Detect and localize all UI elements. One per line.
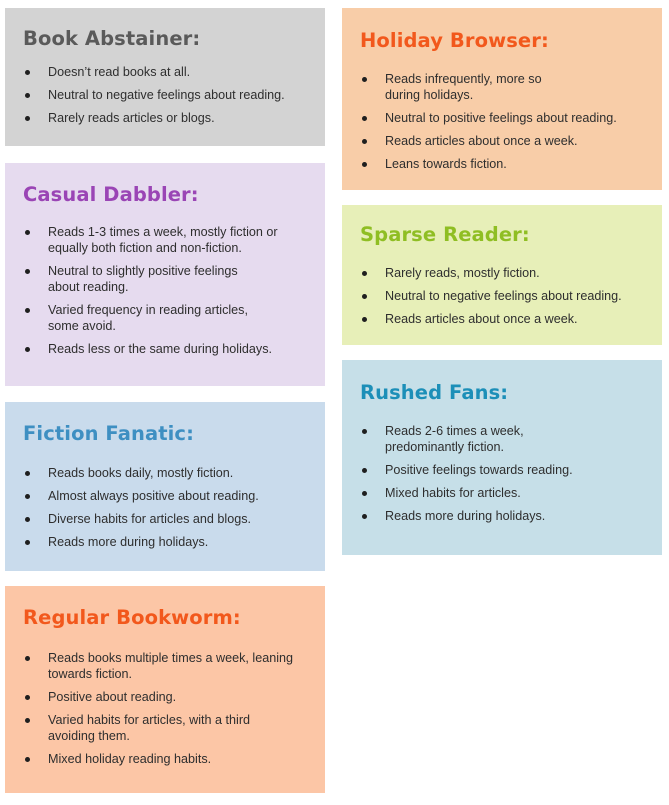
trait-item bbox=[23, 751, 309, 767]
trait-text: Positive feelings towards reading. bbox=[385, 463, 573, 477]
card-title: Rushed Fans: bbox=[360, 381, 509, 404]
trait-list bbox=[360, 71, 646, 172]
trait-text: Mixed holiday reading habits. bbox=[48, 752, 212, 766]
trait-list bbox=[23, 64, 309, 126]
trait-text: Reads infrequently, more so bbox=[385, 72, 542, 86]
trait-text: Mixed habits for articles. bbox=[385, 486, 521, 500]
trait-item bbox=[360, 311, 646, 327]
card-title: Sparse Reader: bbox=[360, 223, 530, 246]
trait-text: Reads less or the same during holidays. bbox=[48, 342, 273, 356]
card-title: Regular Bookworm: bbox=[23, 606, 241, 629]
trait-text: towards fiction. bbox=[48, 667, 132, 681]
card-holiday-browser bbox=[342, 8, 662, 190]
trait-text: Neutral to negative feelings about reading. bbox=[385, 289, 622, 303]
trait-text: Reads articles about once a week. bbox=[385, 134, 578, 148]
trait-text: Reads books multiple times a week, leaning bbox=[48, 651, 294, 665]
trait-text: Neutral to positive feelings about reading. bbox=[385, 111, 617, 125]
trait-item bbox=[360, 423, 646, 455]
trait-item bbox=[360, 71, 646, 103]
trait-text: Neutral to negative feelings about reading. bbox=[48, 88, 285, 102]
trait-text: Reads articles about once a week. bbox=[385, 312, 578, 326]
trait-item bbox=[360, 462, 646, 478]
card-rushed-fans bbox=[342, 360, 662, 555]
trait-text: during holidays. bbox=[385, 88, 474, 102]
trait-text: Positive about reading. bbox=[48, 690, 177, 704]
trait-text: Reads 1-3 times a week, mostly fiction or bbox=[48, 225, 278, 239]
card-fiction-fanatic bbox=[5, 402, 325, 571]
card-regular-bookworm bbox=[5, 586, 325, 793]
trait-item bbox=[360, 156, 646, 172]
trait-item bbox=[23, 302, 309, 334]
trait-text: Diverse habits for articles and blogs. bbox=[48, 512, 251, 526]
trait-text: Reads 2-6 times a week, bbox=[385, 424, 524, 438]
trait-text: some avoid. bbox=[48, 319, 116, 333]
trait-list bbox=[23, 650, 309, 767]
trait-text: Rarely reads, mostly fiction. bbox=[385, 266, 540, 280]
trait-text: equally both fiction and non-fiction. bbox=[48, 241, 242, 255]
trait-item bbox=[360, 265, 646, 281]
trait-item bbox=[360, 485, 646, 501]
trait-item bbox=[23, 224, 309, 256]
trait-item bbox=[23, 488, 309, 504]
trait-item bbox=[360, 288, 646, 304]
trait-text: Leans towards fiction. bbox=[385, 157, 507, 171]
trait-item bbox=[23, 341, 309, 357]
trait-item bbox=[23, 465, 309, 481]
trait-list bbox=[360, 423, 646, 524]
trait-item bbox=[23, 534, 309, 550]
trait-item bbox=[360, 508, 646, 524]
trait-list bbox=[23, 224, 309, 357]
trait-text: Almost always positive about reading. bbox=[48, 489, 259, 503]
trait-list bbox=[23, 465, 309, 550]
trait-text: about reading. bbox=[48, 280, 129, 294]
trait-text: Reads books daily, mostly fiction. bbox=[48, 466, 234, 480]
trait-text: predominantly fiction. bbox=[385, 440, 505, 454]
trait-text: Varied frequency in reading articles, bbox=[48, 303, 248, 317]
trait-item bbox=[23, 511, 309, 527]
card-title: Fiction Fanatic: bbox=[23, 422, 194, 445]
trait-item bbox=[23, 263, 309, 295]
card-title: Casual Dabbler: bbox=[23, 183, 199, 206]
trait-text: Rarely reads articles or blogs. bbox=[48, 111, 215, 125]
trait-item bbox=[23, 712, 309, 744]
trait-item bbox=[360, 110, 646, 126]
card-title: Book Abstainer: bbox=[23, 27, 201, 50]
trait-list bbox=[360, 265, 646, 327]
trait-item bbox=[360, 133, 646, 149]
card-casual-dabbler bbox=[5, 163, 325, 386]
trait-text: avoiding them. bbox=[48, 729, 130, 743]
trait-text: Neutral to slightly positive feelings bbox=[48, 264, 238, 278]
trait-text: Varied habits for articles, with a third bbox=[48, 713, 251, 727]
trait-text: Doesn’t read books at all. bbox=[48, 65, 191, 79]
trait-item bbox=[23, 650, 309, 682]
card-sparse-reader bbox=[342, 205, 662, 345]
trait-item bbox=[23, 87, 309, 103]
trait-text: Reads more during holidays. bbox=[385, 509, 546, 523]
trait-item bbox=[23, 689, 309, 705]
trait-item bbox=[23, 110, 309, 126]
trait-text: Reads more during holidays. bbox=[48, 535, 209, 549]
trait-item bbox=[23, 64, 309, 80]
card-title: Holiday Browser: bbox=[360, 29, 549, 52]
card-book-abstainer bbox=[5, 8, 325, 146]
